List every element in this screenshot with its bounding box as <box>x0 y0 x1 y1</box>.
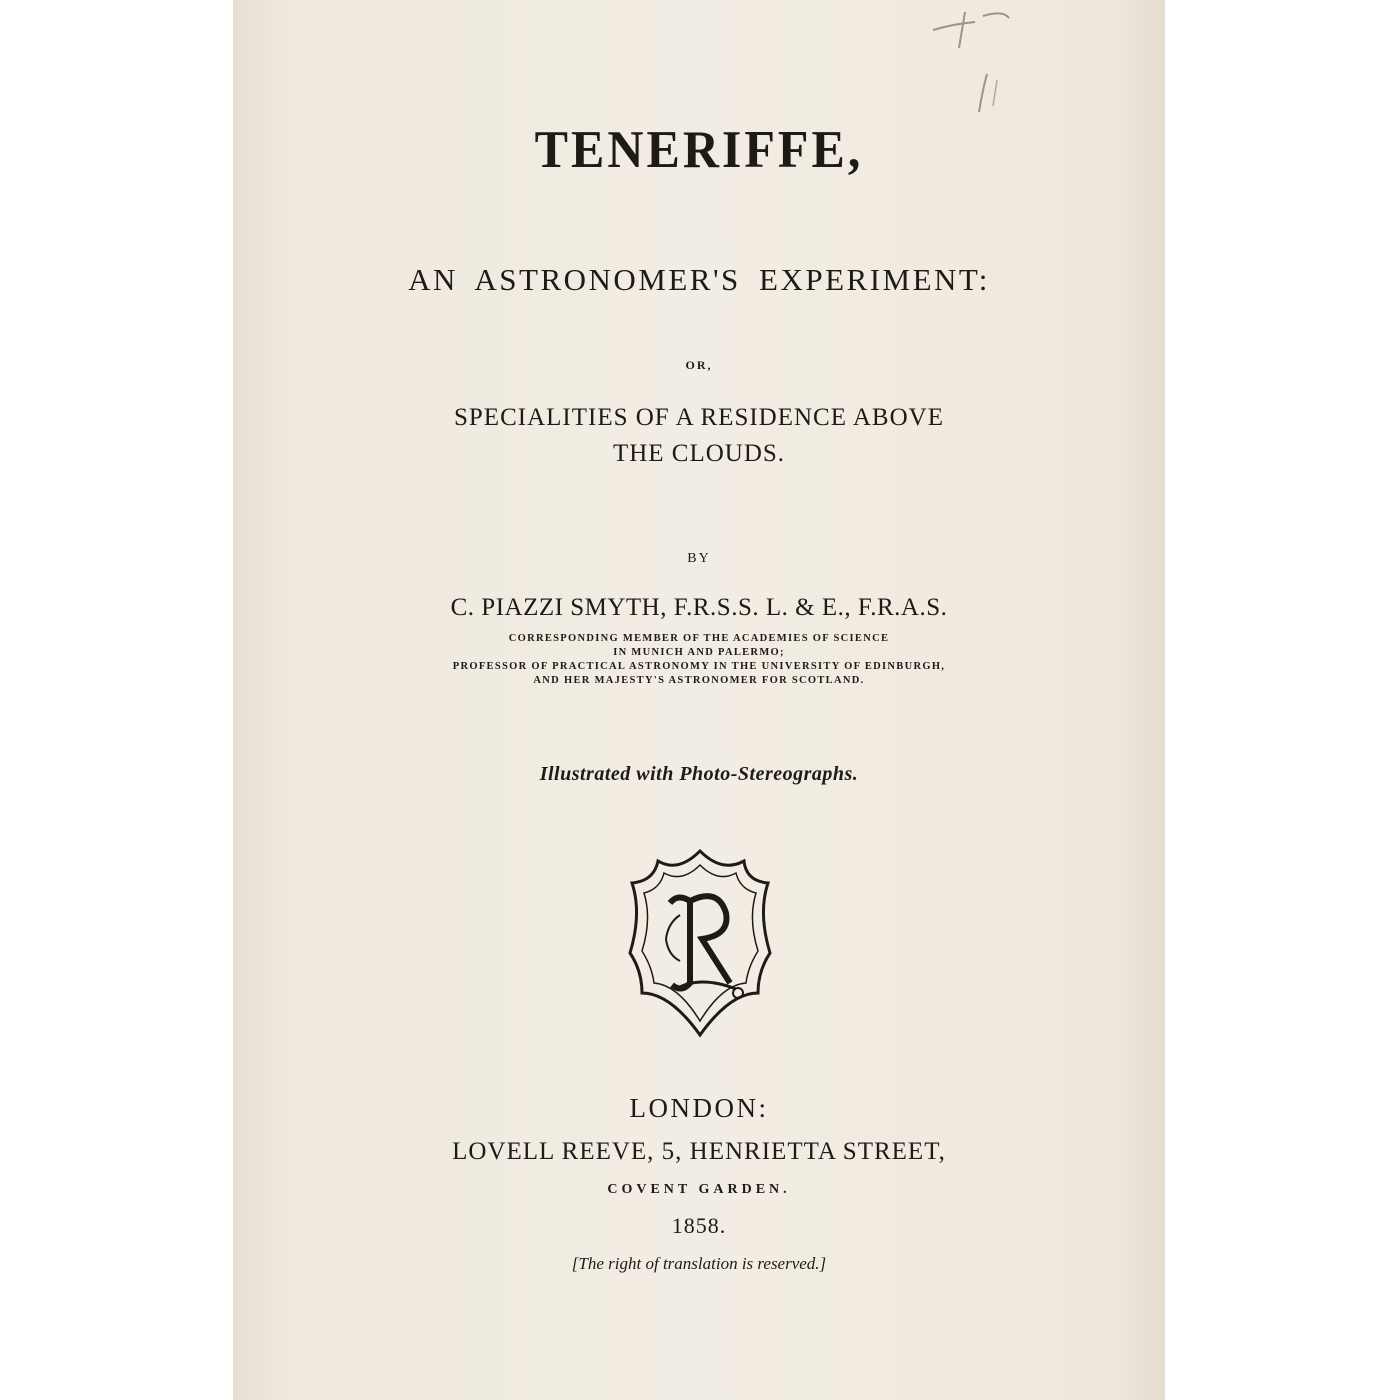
title-connector: OR, <box>685 358 713 372</box>
imprint-district: COVENT GARDEN. <box>607 1182 791 1197</box>
book-subtitle: AN ASTRONOMER'S EXPERIMENT: <box>408 262 990 297</box>
book-title: TENERIFFE, <box>534 119 864 179</box>
alternate-title <box>233 400 1165 472</box>
illustration-note: Illustrated with Photo-Stereographs. <box>539 763 859 785</box>
credential-line: CORRESPONDING MEMBER OF THE ACADEMIES OF SCIENCE <box>508 633 890 644</box>
credential-line: PROFESSOR OF PRACTICAL ASTRONOMY IN THE UNIVERSITY OF EDINBURGH, <box>452 661 946 672</box>
byline-label: BY <box>687 551 711 566</box>
alternate-title-line: SPECIALITIES OF A RESIDENCE ABOVE <box>454 404 944 431</box>
alternate-title-line: THE CLOUDS. <box>612 440 786 467</box>
rights-notice: [The right of translation is reserved.] <box>571 1254 827 1273</box>
monogram-shield-icon <box>618 843 783 1041</box>
author-name: C. PIAZZI SMYTH, F.R.S.S. L. & E., F.R.A.S. <box>450 594 948 621</box>
imprint-year: 1858. <box>671 1213 727 1238</box>
credential-line: IN MUNICH AND PALERMO; <box>613 647 785 658</box>
author-credentials <box>233 632 1165 688</box>
imprint-city: LONDON: <box>629 1093 769 1123</box>
credential-line: AND HER MAJESTY'S ASTRONOMER FOR SCOTLAND. <box>533 675 865 686</box>
pencil-mark-icon <box>923 8 1013 118</box>
imprint-publisher: LOVELL REEVE, 5, HENRIETTA STREET, <box>452 1138 946 1165</box>
title-page <box>233 0 1165 1400</box>
